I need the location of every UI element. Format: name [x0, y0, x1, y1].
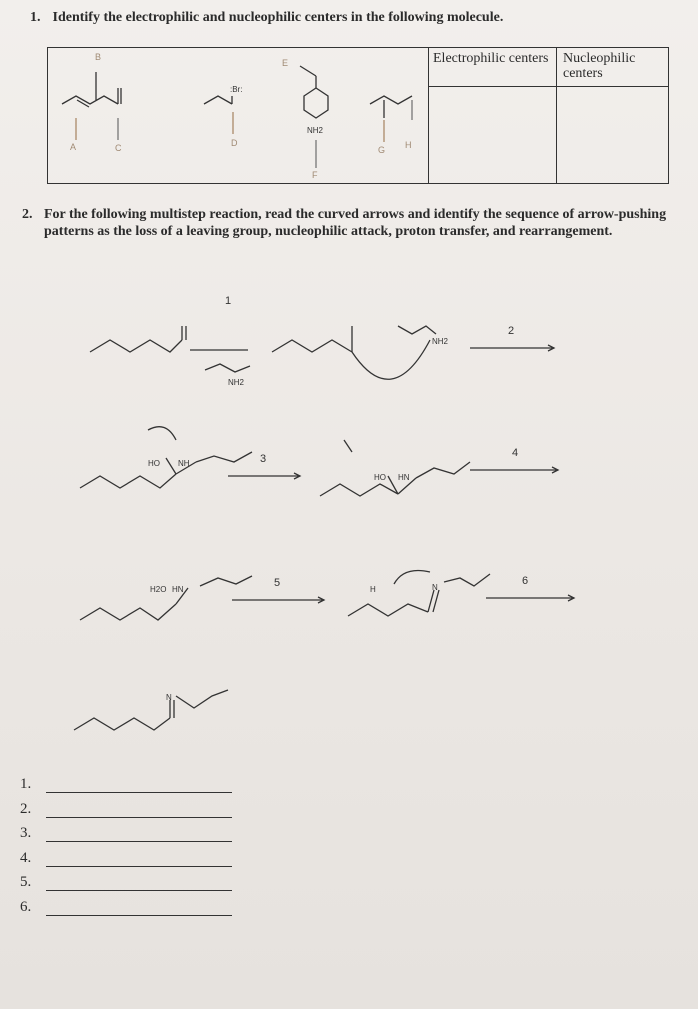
step-label-3: 3 — [260, 453, 267, 465]
question-2-text: For the following multistep reaction, read the curved arrows and identify the sequence of arrow-pushing patterns as the loss of a leaving group, nucleophilic attack, proton transfer, and rearrangement. — [44, 207, 667, 239]
n-label-2: N — [166, 693, 172, 702]
answer-blank-2[interactable] — [46, 817, 232, 818]
question-1-number: 1. — [30, 10, 41, 25]
answer-number: 5. — [20, 874, 32, 890]
answer-blank-5[interactable] — [46, 890, 232, 891]
h-label-1: H — [370, 585, 376, 594]
hn-label-1: HN — [398, 473, 410, 482]
answer-blank-4[interactable] — [46, 866, 232, 867]
atom-label-c: C — [115, 143, 122, 153]
answer-number: 6. — [20, 898, 32, 915]
amine-label-2: NH2 — [432, 337, 449, 346]
ho-label-2: HO — [374, 473, 386, 482]
answer-number: 4. — [20, 849, 32, 866]
amine-label: NH2 — [307, 126, 324, 135]
nh-label-1: NH — [178, 459, 190, 468]
atom-label-a: A — [70, 142, 77, 152]
step-label-1: 1 — [225, 295, 232, 307]
nucleophilic-header: Nucleophilic centers — [563, 51, 636, 81]
answer-number: 1. — [20, 776, 32, 792]
answer-number: 2. — [20, 800, 32, 817]
ho-label-1: HO — [148, 459, 160, 468]
atom-label-d: D — [231, 138, 238, 148]
atom-label-h: H — [405, 140, 412, 150]
atom-label-f: F — [312, 170, 318, 180]
h2o-label: H2O — [150, 585, 167, 594]
atom-label-b: B — [95, 52, 102, 62]
answer-blank-6[interactable] — [46, 915, 232, 916]
bromine-label: :Br: — [230, 85, 243, 94]
answer-blank-3[interactable] — [46, 841, 232, 842]
atom-label-e: E — [282, 58, 289, 68]
question-1-text: Identify the electrophilic and nucleophilic centers in the following molecule. — [52, 10, 504, 25]
step-label-2: 2 — [508, 325, 515, 337]
n-label-1: N — [432, 583, 438, 592]
amine-label-1: NH2 — [228, 378, 245, 387]
hn-label-2: HN — [172, 585, 184, 594]
electrophilic-header: Electrophilic centers — [433, 51, 549, 66]
step-label-5: 5 — [274, 577, 281, 589]
answer-number: 3. — [20, 825, 32, 841]
step-label-4: 4 — [512, 447, 519, 459]
question-2-number: 2. — [22, 207, 33, 222]
atom-label-g: G — [378, 145, 386, 155]
answer-blank-1[interactable] — [46, 792, 232, 793]
step-label-6: 6 — [522, 575, 529, 587]
